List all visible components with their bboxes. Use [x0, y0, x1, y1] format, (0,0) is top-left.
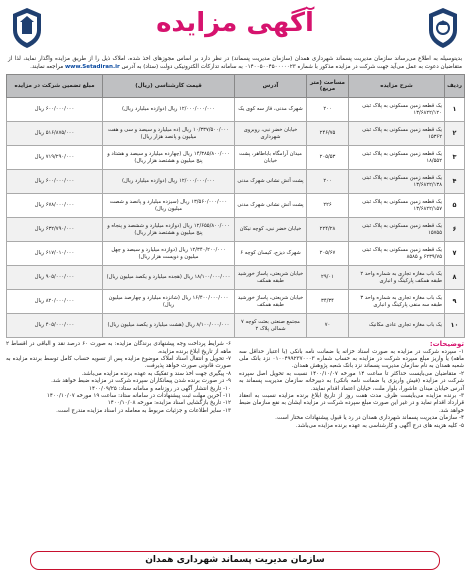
cell-deposit: ۷۱۹/۲۹۰/۰۰۰ ریال: [7, 146, 103, 170]
cell-description: یک قطعه زمین مسکونی به پلاک ثبتی ۱۳/۶۸۲۲/۱۳۸: [349, 170, 445, 194]
cell-row-number: ۴: [445, 170, 465, 194]
cell-deposit: ۶۳۲/۷۹۰/۰۰۰ ریال: [7, 218, 103, 242]
cell-deposit: ۸۲۰/۰۰۰/۰۰۰ ریال: [7, 290, 103, 314]
cell-area: ۲۲۶: [307, 194, 349, 218]
note-item: ۱۱- آخرین مهلت ثبت پیشنهادات در سامانه ستاد: ساعت ۱۹ مورخه ۱۴۰۰/۱۰/۰۷: [46, 393, 231, 400]
table-header-row: [7, 75, 465, 98]
waste-organization-emblem-icon: [426, 6, 460, 50]
table-row: [7, 242, 465, 266]
cell-description: یک باب مغازه تجاری به شماره واحد ۲ طبقه همکف پارکینگ و انباری: [349, 266, 445, 290]
notes-right-column: [239, 341, 464, 430]
cell-deposit: ۹۰۵/۰۰۰/۰۰۰ ریال: [7, 266, 103, 290]
note-item: ۷- تحویل و انتقال اسناد املاک موضوع مزایده پس از تسویه حساب کامل توسط برنده مزایده به صورت قانونی صورت خواهد پذیرفت.: [6, 356, 231, 370]
notes-left-column: [6, 341, 231, 430]
cell-address: خیابان خضر نبی، کوچه نیکان: [235, 218, 307, 242]
table-row: [7, 194, 465, 218]
cell-address: پشت آتش نشانی شهرک مدنی: [235, 170, 307, 194]
header-row-number: ردیف: [445, 75, 465, 98]
cell-row-number: ۹: [445, 290, 465, 314]
cell-area: ۷۰: [307, 314, 349, 338]
intro-text: بدینوسیله به اطلاع می‌رساند سازمان مدیریت پسماند شهرداری همدان (سازمان مدیریت پسماند) در نظر دارد بر اساس مجوزهای اخذ شده، املاک ذیل را از طریق مزایده واگذار نماید، لذا از متقاضیان دعوت به عمل می‌آید جهت شرکت در مزایده مذکور با شماره ۰۱۴۰۰۵۰۰۴۵۰۰۰۰۰۲۳ به سامانه تدارکات الکترونیکی دولت (ستاد) به آدرس: [8, 56, 462, 70]
header: [6, 4, 464, 54]
header-price: قیمت کارشناسی (ریال): [103, 75, 235, 98]
note-item: ۲- متقاضیان می‌بایست حداکثر تا ساعت ۱۴ مورخه ۱۴۰۰/۱۰/۰۷ نسبت به تحویل اصل سپرده شرکت در مزایده (فیش واریزی یا ضمانت نامه بانکی) به دبیرخانه سازمان مدیریت پسماند به آدرس خیابان میدان عاشورا، بلوار ملت، خیابان اعتماد اقدام نمایند.: [239, 370, 464, 392]
cell-price: ۱۶/۴۰۰/۰۰۰/۰۰۰ ریال (شانزده میلیارد و چهارصد میلیون ریال): [103, 290, 235, 314]
table-row: [7, 146, 465, 170]
cell-deposit: ۶۷۸/۰۰۰/۰۰۰ ریال: [7, 194, 103, 218]
cell-deposit: ۵۱۶/۸۷۵/۰۰۰ ریال: [7, 122, 103, 146]
note-item: ۱- سپرده شرکت در مزایده به صورت اسناد خزانه یا ضمانت نامه بانکی (با اعتبار حداقل سه ماهه) یا واریز مبلغ سپرده شرکت در مزایده به حساب شماره ۰۱۰۰۴۹۹۲۳۷۰۰۰۳ نزد بانک ملی شعبه همدان به نام سازمان مدیریت پسماند نزد بانک شعبه پژوهش همدان.: [239, 348, 465, 370]
table-row: [7, 290, 465, 314]
cell-address: پشت آتش نشانی شهرک مدنی: [235, 194, 307, 218]
note-item: ۵- کلیه هزینه های درج آگهی و کارشناسی به عهده برنده مزایده می‌باشد.: [295, 422, 464, 429]
cell-price: ۱۳/۵۶۰/۰۰۰/۰۰۰ ریال (سیزده میلیارد و پانصد و شصت میلیون ریال): [103, 194, 235, 218]
table-row: [7, 98, 465, 122]
cell-price: ۱۲/۰۰۰/۰۰۰/۰۰۰ ریال (دوازده میلیارد ریال): [103, 170, 235, 194]
cell-area: ۲۹/۰۱: [307, 266, 349, 290]
cell-row-number: ۱: [445, 98, 465, 122]
note-item: ۳- برنده مزایده می‌بایست ظرف مدت هفت روز از تاریخ ابلاغ برنده مزایده نسبت به انعقاد قرارداد اقدام نماید و در غیر این صورت مبلغ سپرده شرکت در مزایده ایشان به نفع سازمان ضبط خواهد شد.: [239, 393, 464, 414]
header-deposit: مبلغ تضمین شرکت در مزایده: [7, 75, 103, 98]
note-item: ۸- پیگیری جهت اخذ سند و تفکیک به عهده برنده مزایده می‌باشد.: [81, 370, 231, 377]
intro-paragraph: [8, 56, 462, 71]
cell-deposit: ۶۰۰/۰۰۰/۰۰۰ ریال: [7, 98, 103, 122]
note-item: ۱۰- تاریخ انتشار آگهی در روزنامه و سامانه ستاد: ۱۴۰۰/۰۹/۲۵: [89, 385, 231, 392]
intro-end: مراجعه نمایند.: [30, 63, 64, 70]
table-row: [7, 218, 465, 242]
cell-row-number: ۶: [445, 218, 465, 242]
cell-description: یک قطعه زمین مسکونی به پلاک ثبتی ۱۸/۵۵۲: [349, 146, 445, 170]
cell-deposit: ۴۰۵/۰۰۰/۰۰۰ ریال: [7, 314, 103, 338]
cell-price: ۸/۱۰۰/۰۰۰/۰۰۰ ریال (هشت میلیارد و یکصد میلیون ریال): [103, 314, 235, 338]
header-description: شرح مزایده: [349, 75, 445, 98]
cell-row-number: ۷: [445, 242, 465, 266]
cell-price: ۱۲/۳۴۰/۲۰۰/۰۰۰ ریال (دوازده میلیارد و سیصد و چهل میلیون و دویست هزار ریال): [103, 242, 235, 266]
setad-link[interactable]: www.Setadiran.ir: [64, 63, 120, 70]
page-title: آگهی مزایده: [156, 8, 314, 38]
cell-price: ۱۰/۳۳۷/۵۰۰/۰۰۰ ریال (ده میلیارد و سیصد و سی و هفت میلیون و پانصد هزار ریال): [103, 122, 235, 146]
cell-deposit: ۶۱۷/۰۱۰/۰۰۰ ریال: [7, 242, 103, 266]
cell-description: یک قطعه زمین مسکونی به پلاک ثبتی ۱۳/۶۸۲۲/۱۵۷: [349, 194, 445, 218]
cell-price: ۱۸/۱۰۰/۰۰۰/۰۰۰ ریال (هجده میلیارد و یکصد میلیون ریال): [103, 266, 235, 290]
cell-deposit: ۶۰۰/۰۰۰/۰۰۰ ریال: [7, 170, 103, 194]
cell-area: ۲۲۴/۲۸: [307, 218, 349, 242]
cell-address: مجتمع صنعتی بعثت کوچه ۷ شمالی پلاک ۲: [235, 314, 307, 338]
cell-description: یک باب مغازه تجاری عادی مکانیک: [349, 314, 445, 338]
cell-price: ۱۲/۰۰۰/۰۰۰/۰۰۰ ریال (دوازده میلیارد ریال): [103, 98, 235, 122]
cell-description: یک قطعه زمین مسکونی به پلاک ثبتی ۱۵۳۶۲: [349, 122, 445, 146]
cell-area: ۲۰۰: [307, 98, 349, 122]
footer-banner: سازمان مدیریت پسماند شهرداری همدان: [30, 551, 440, 570]
table-row: [7, 314, 465, 338]
cell-address: شهرک مدنی، فاز سه کوی یک: [235, 98, 307, 122]
cell-address: شهرک دیزج، کیسان کوچه ۶: [235, 242, 307, 266]
cell-address: خیابان شریعتی، پاساژ خورشید طبقه همکف: [235, 290, 307, 314]
header-area: مساحت (متر مربع): [307, 75, 349, 98]
cell-area: ۲۰۵/۵۳: [307, 146, 349, 170]
auction-table: [6, 74, 465, 338]
cell-row-number: ۵: [445, 194, 465, 218]
cell-description: یک قطعه زمین مسکونی به پلاک ثبتی ۱۳/۶۸۲۲/۱۲۰: [349, 98, 445, 122]
note-item: ۴- سازمان مدیریت پسماند شهرداری همدان در رد یا قبول پیشنهادات مختار است.: [275, 415, 464, 422]
note-item: ۶- شرایط پرداخت وجه پیشنهادی برندگان مزایده: به صورت ۶۰ درصد نقد و الباقی در اقساط ۲ ماهه از تاریخ ابلاغ برنده مزایده.: [6, 341, 232, 355]
notes-section: [6, 341, 464, 430]
cell-row-number: ۲: [445, 122, 465, 146]
cell-area: ۲۰۵/۶۷: [307, 242, 349, 266]
cell-row-number: ۱۰: [445, 314, 465, 338]
table-row: [7, 266, 465, 290]
cell-address: میدان آرامگاه باباطاهر، پشت خیابان: [235, 146, 307, 170]
notes-title: توضیحات:: [429, 340, 464, 349]
note-item: ۹- در صورت برنده شدن پیمانکاران سپرده شرکت در مزایده ضبط خواهد شد.: [51, 378, 231, 385]
cell-description: یک قطعه زمین مسکونی به پلاک ثبتی ۶۲۳۹/۷۵ و ۸۵۸۵: [349, 242, 445, 266]
cell-price: ۱۲/۶۵۵/۸۰۰/۰۰۰ ریال (دوازده میلیارد و ششصد و پنجاه و پنج میلیون و هشتصد هزار ریال): [103, 218, 235, 242]
cell-description: یک باب مغازه تجاری به شماره واحد ۳ طبقه سه منفی پارکینگ و انباری: [349, 290, 445, 314]
cell-area: ۳۴/۳۴: [307, 290, 349, 314]
cell-area: ۲۴۶/۷۵: [307, 122, 349, 146]
table-row: [7, 170, 465, 194]
cell-row-number: ۳: [445, 146, 465, 170]
cell-address: خیابان خضر نبی، روبروی شهرداری: [235, 122, 307, 146]
cell-address: خیابان شریعتی، پاساژ خورشید طبقه همکف: [235, 266, 307, 290]
table-row: [7, 122, 465, 146]
cell-row-number: ۸: [445, 266, 465, 290]
cell-description: یک قطعه زمین مسکونی به پلاک ثبتی ۱۵۷۵۵: [349, 218, 445, 242]
note-item: ۱۲- تاریخ بازگشایی اسناد مزایده: مورخه ۱۴۰۰/۱۰/۰۸: [107, 400, 231, 407]
header-address: آدرس: [235, 75, 307, 98]
cell-area: ۲۰۰: [307, 170, 349, 194]
cell-price: ۱۴/۳۸۵/۸۰۰/۰۰۰ ریال (چهارده میلیارد و سیصد و هشتاد و پنج میلیون و هشتصد هزار ریال): [103, 146, 235, 170]
note-item: ۱۳- سایر اطلاعات و جزئیات مربوط به معامله در اسناد مزایده مندرج است.: [56, 407, 231, 414]
